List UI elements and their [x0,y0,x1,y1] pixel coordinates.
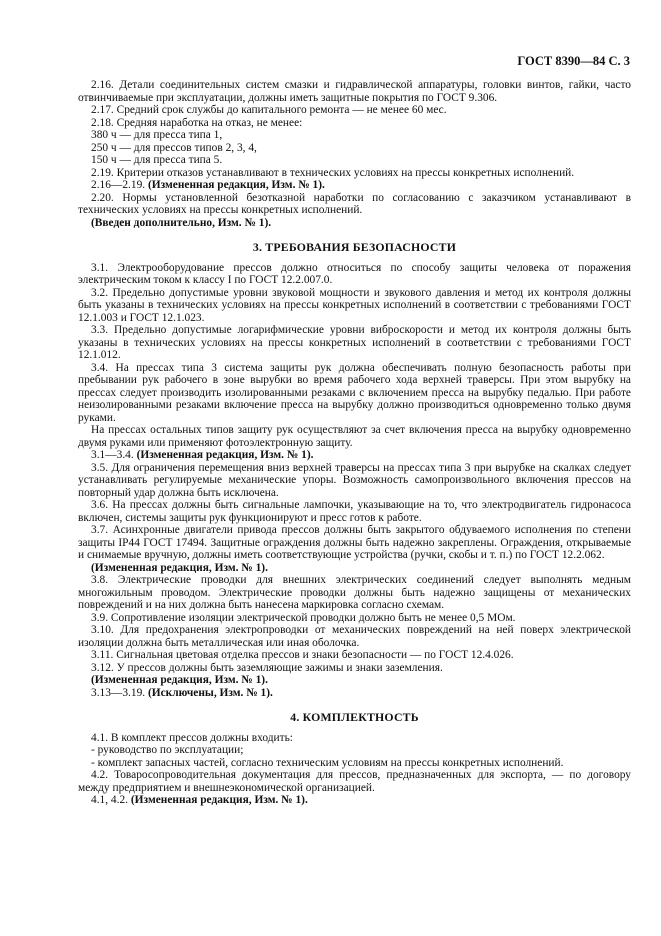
paragraph-text: 2.19. Критерии отказов устанавливают в технических условиях на прессы конкретных исполнений. [91,166,575,179]
paragraph [78,562,631,575]
paragraph [78,449,631,462]
section-heading: 4. КОМПЛЕКТНОСТЬ [290,710,419,724]
amendment-note: (Измененная редакция, Изм. № 1). [130,794,308,806]
paragraph-text: 380 ч — для пресса типа 1, [91,129,223,141]
amendment-note: (Исключены, Изм. № 1). [147,686,273,699]
paragraph-text: 3.3. Предельно допустимые логарифмические уровни виброскорости и метод их контроля должны быть указаны в технических условиях на прессы конкретных исполнений в соответствии с требованиями ГОСТ 12.1.012. [78,324,631,361]
amendment-note: (Измененная редакция, Изм. № 1). [147,179,325,191]
paragraph-text: 4.1. В комплект прессов должны входить: [91,731,293,744]
paragraph [78,662,631,675]
paragraph [78,192,631,217]
paragraph-text: 3.7. Асинхронные двигатели привода прессов должны быть закрытого обдуваемого исполнения по степени защиты IP44 ГОСТ 17494. Защитные ограждения должны быть надежно закреплены. Ограждения, открываемые и снимаемые вручную, должны иметь соответствующие устройства (ручки, скобы и т. п.) по ГОСТ 12.2.062. [78,524,631,561]
paragraph-text: 3.1. Электрооборудование прессов должно относиться по способу защиты человека от поражения электрическим током к классу I по ГОСТ 12.2.007.0. [78,261,631,286]
paragraph [78,794,631,807]
amendment-note: (Измененная редакция, Изм. № 1). [91,674,268,686]
paragraph [78,179,631,192]
paragraph [78,167,631,180]
amendment-note: (Измененная редакция, Изм. № 1). [91,561,268,574]
paragraph [78,524,631,562]
paragraph [78,757,631,770]
paragraph-text: 3.5. Для ограничения перемещения вниз верхней траверсы на прессах типа 3 при вырубке на скалках следует устанавливать регулируемые механические упоры. Возможность самопроизвольного включения прессов на повторный удар должна быть исключена. [78,461,631,499]
paragraph [78,424,631,449]
paragraph [78,362,631,425]
paragraph [78,462,631,500]
paragraph [78,612,631,625]
paragraph [78,217,631,230]
paragraph [78,154,631,167]
amendment-note: (Измененная редакция, Изм. № 1). [136,449,314,461]
paragraph-text: - руководство по эксплуатации; [91,744,244,756]
paragraph [78,744,631,757]
paragraph-text: 2.18. Средняя наработка на отказ, не менее: [91,116,303,129]
paragraph [78,649,631,662]
paragraph [78,287,631,325]
paragraph-text: 2.16—2.19. [91,179,148,191]
section-heading: 3. ТРЕБОВАНИЯ БЕЗОПАСНОСТИ [252,240,457,254]
paragraph-text: 2.16. Детали соединительных систем смазки и гидравлической аппаратуры, головки винтов, гайки, часто отвинчиваемые при эксплуатации, должны иметь защитные покрытия по ГОСТ 9.306. [78,79,631,104]
paragraph [78,574,631,612]
paragraph-text: 4.2. Товаросопроводительная документация для прессов, предназначенных для экспорта, — по договору между предприятием и внешнеэкономической организацией. [78,769,631,794]
paragraph-text: 250 ч — для прессов типов 2, 3, 4, [91,141,257,154]
paragraph-text: 4.1, 4.2. [91,794,131,806]
paragraph [78,262,631,287]
paragraph [78,117,631,130]
amendment-note: (Введен дополнительно, Изм. № 1). [91,216,272,229]
paragraph [78,674,631,687]
paragraph [78,687,631,700]
paragraph [78,732,631,745]
paragraph-text: 3.8. Электрические проводки для внешних электрических соединений следует выполнять медным многожильным проводом. Электрические проводки должны быть надежно защищены от механических повреждений и на них должна быть нанесена маркировка согласно схемам. [78,574,631,611]
document-body [78,79,631,807]
page-header: ГОСТ 8390—84 С. 3 [517,54,630,68]
paragraph-text: На прессах остальных типов защиту рук осуществляют за счет включения пресса на вырубку одновременно двумя руками или применяют фотоэлектронную защиту. [78,424,631,449]
paragraph-text: 3.2. Предельно допустимые уровни звуковой мощности и звукового давления и метод их контроля должны быть указаны в технических условиях на прессы конкретных исполнений в соответствии с требованиями ГОСТ 12.1.003 и ГОСТ 12.1.023. [78,286,631,324]
paragraph-text: 2.20. Нормы установленной безотказной наработки по согласованию с заказчиком устанавливают в технических условиях на прессы конкретных исполнений. [78,191,631,216]
paragraph [78,142,631,155]
paragraph-text: 2.17. Средний срок службы до капитального ремонта — не менее 60 мес. [91,104,447,116]
paragraph-text: 3.6. На прессах должны быть сигнальные лампочки, указывающие на то, что электродвигатель гидронасоса включен, системы защиты рук функционируют и пресс готов к работе. [78,499,631,524]
paragraph [78,499,631,524]
paragraph-text: 3.10. Для предохранения электропроводки от механических повреждений на ней поверх электрической изоляции должна быть металлическая или иная оболочка. [78,624,631,649]
paragraph-text: 3.12. У прессов должны быть заземляющие зажимы и знаки заземления. [91,661,443,674]
paragraph-text: 3.11. Сигнальная цветовая отделка прессов и знаки безопасности — по ГОСТ 12.4.026. [91,649,514,661]
paragraph-text: 3.1—3.4. [91,449,137,461]
paragraph [78,624,631,649]
paragraph [78,79,631,104]
paragraph [78,129,631,142]
paragraph [78,769,631,794]
paragraph-text: 150 ч — для пресса типа 5. [91,154,223,166]
paragraph [78,104,631,117]
paragraph-text: 3.9. Сопротивление изоляции электрической проводки должно быть не менее 0,5 МОм. [91,611,516,624]
paragraph-text: 3.4. На прессах типа 3 система защиты рук должна обеспечивать полную безопасность работы при пребывании рук рабочего в зоне вырубки во время рабочего хода верхней траверсы. При этом вырубку на прессах следует производить изолированными резаками с включением пресса на вырубку педалью. При работе неизолированными резаками включение пресса на вырубку должно производиться одновременно только двумя руками. [78,361,631,424]
paragraph [78,324,631,362]
paragraph-text: - комплект запасных частей, согласно техническим условиям на прессы конкретных исполнений. [91,756,564,769]
paragraph-text: 3.13—3.19. [91,686,148,699]
